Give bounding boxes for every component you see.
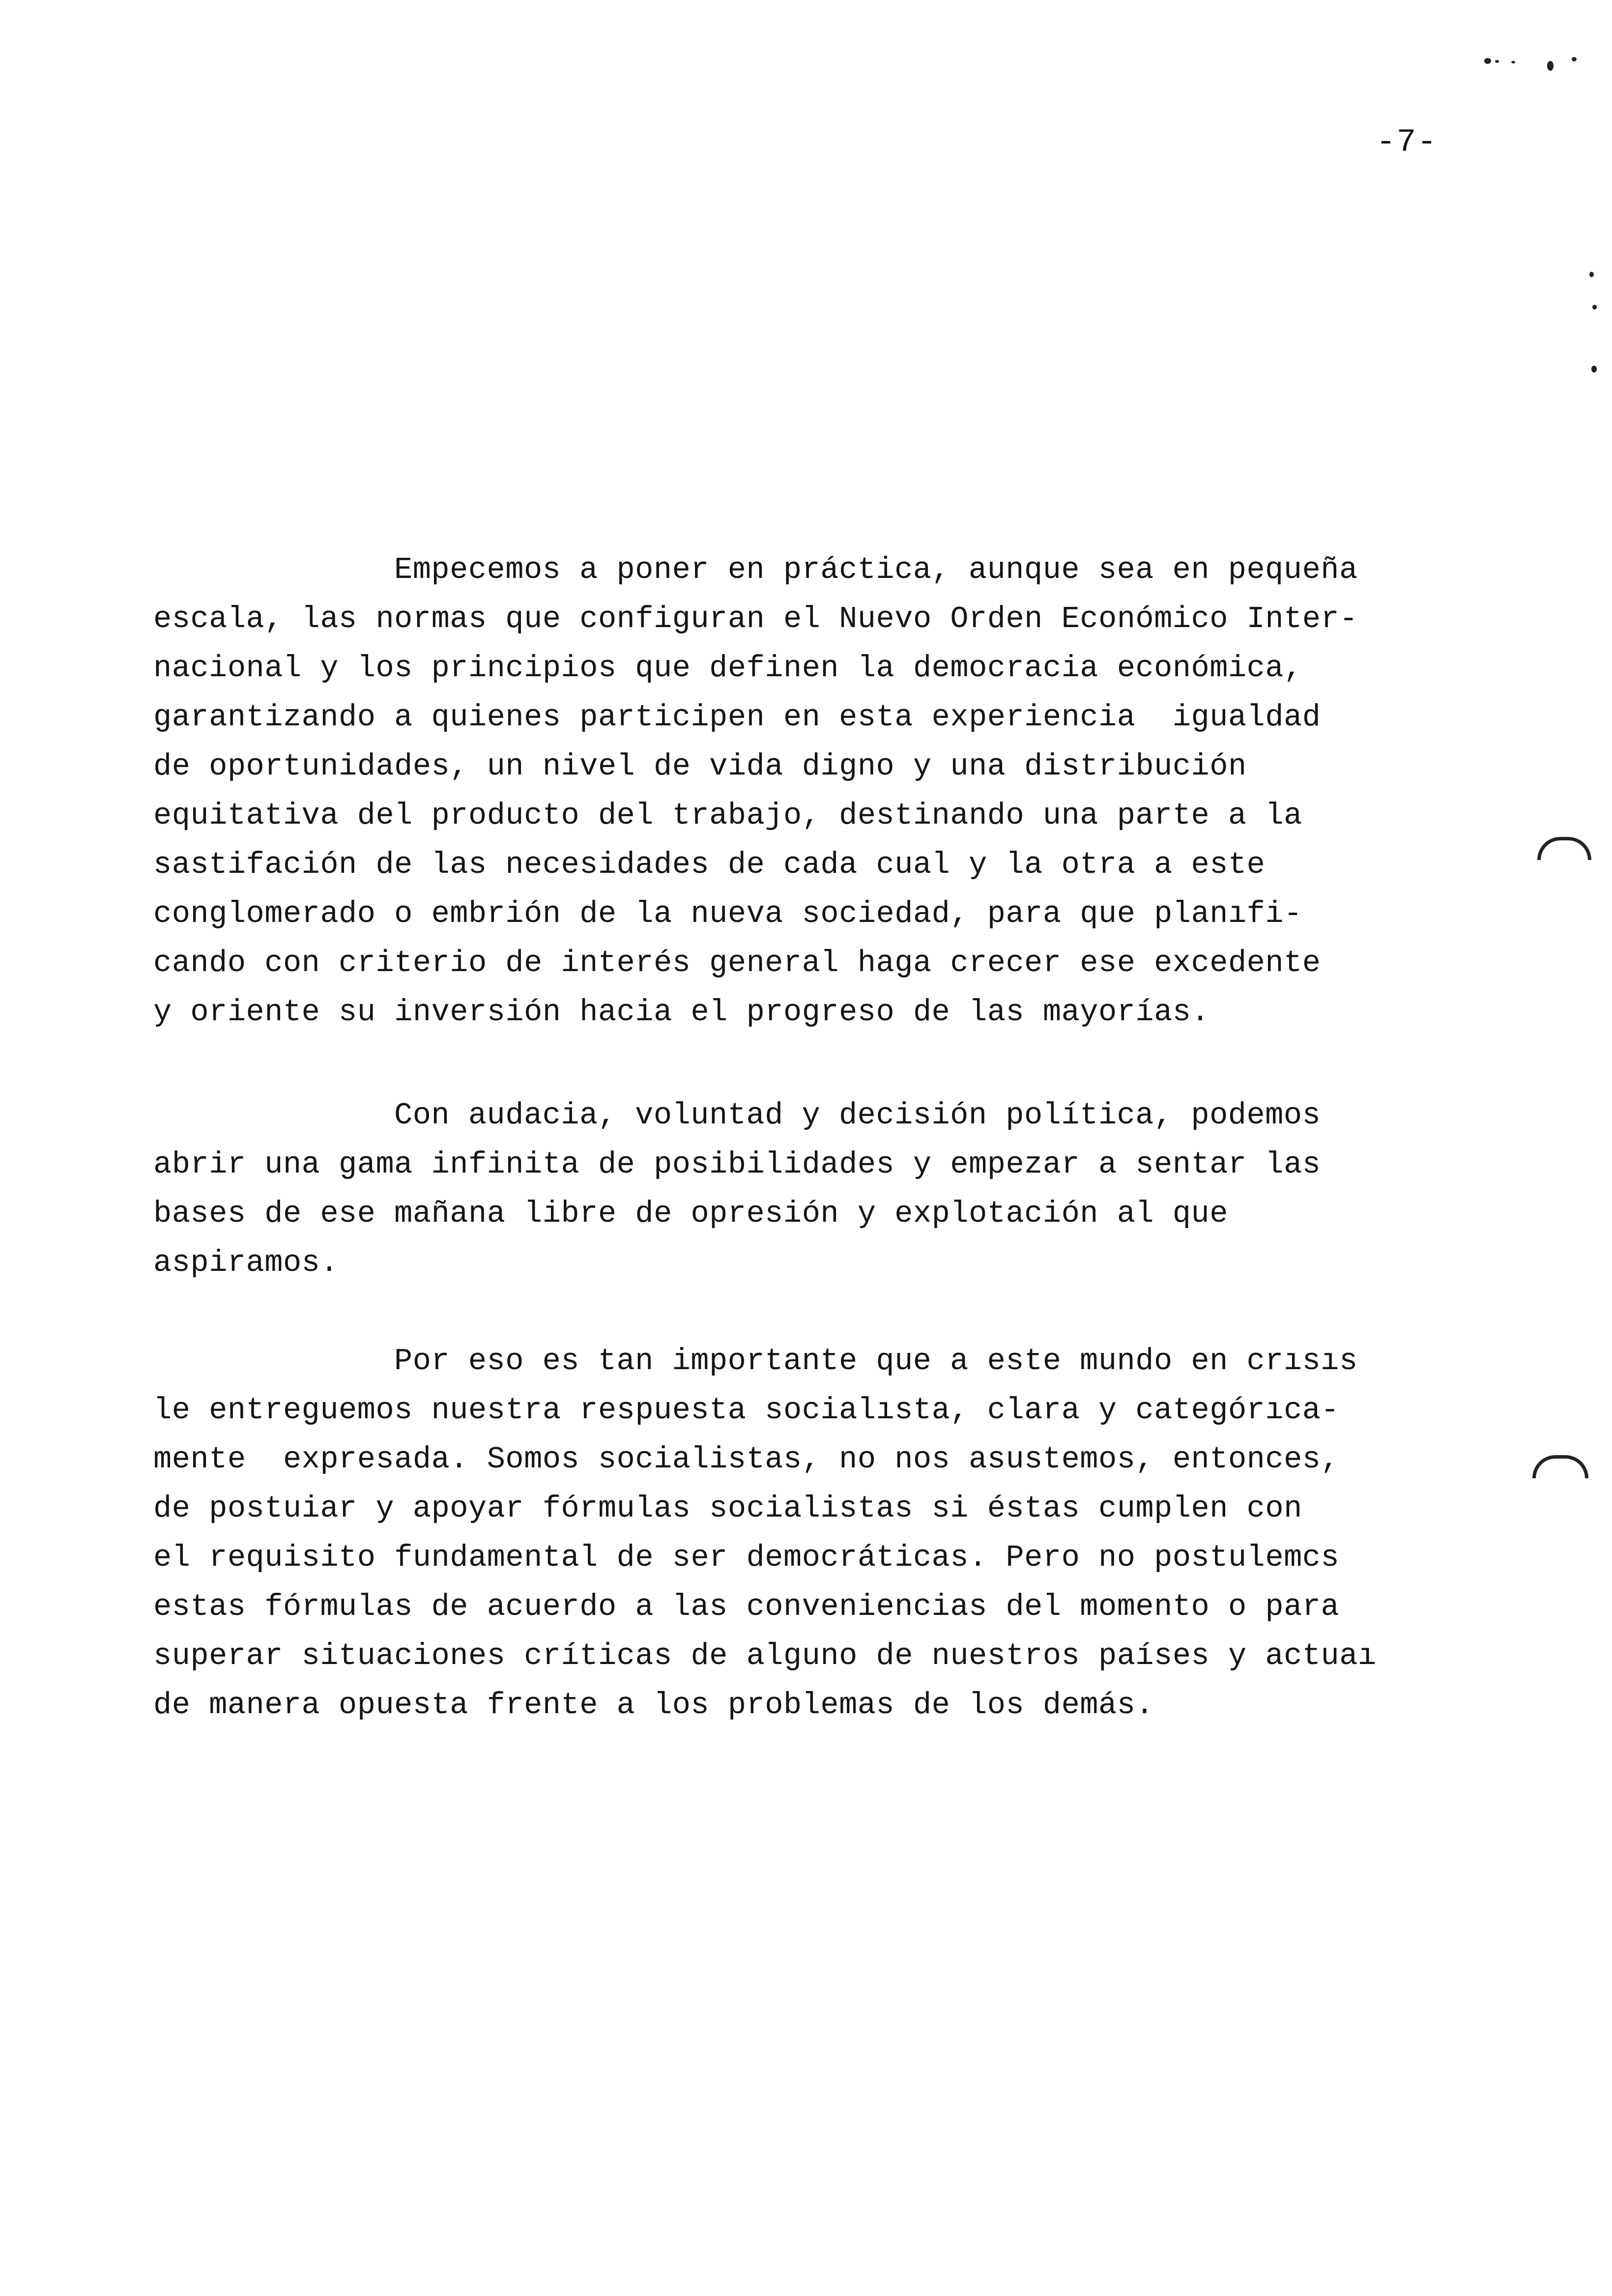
paragraph-1: [153, 545, 1500, 1037]
text-line: cando con criterio de interés general haga crecer ese excedente: [153, 946, 1321, 980]
scan-speck: [1547, 61, 1554, 71]
scan-speck: [1592, 305, 1597, 310]
text-line: estas fórmulas de acuerdo a las conveniencias del momento o para: [153, 1589, 1340, 1624]
text-line: sastifación de las necesidades de cada cual y la otra a este: [153, 847, 1266, 882]
text-line: Por eso es tan importante que a este mundo en crısıs: [394, 1344, 1358, 1378]
scan-speck: [1591, 366, 1597, 373]
text-line: mente expresada. Somos socialistas, no nos asustemos, entonces,: [153, 1442, 1340, 1477]
scan-speck: [1511, 61, 1515, 63]
text-line: conglomerado o embrión de la nueva sociedad, para que planıfi-: [153, 896, 1302, 931]
scan-speck: [1495, 60, 1499, 63]
text-line: Empecemos a poner en práctica, aunque sea en pequeña: [394, 552, 1358, 587]
text-line: abrir una gama infinita de posibilidades y empezar a sentar las: [153, 1147, 1321, 1182]
text-line: de oportunidades, un nivel de vida digno y una distribución: [153, 749, 1247, 784]
text-line: bases de ese mañana libre de opresión y explotación al que: [153, 1196, 1228, 1231]
text-line: el requisito fundamental de ser democráticas. Pero no postulemcs: [153, 1540, 1340, 1575]
text-line: nacional y los principios que definen la democracia económica,: [153, 651, 1302, 686]
scan-speck: [1572, 57, 1577, 61]
text-line: escala, las normas que configuran el Nuevo Orden Económico Inter-: [153, 602, 1358, 636]
punch-hole-mark: [1532, 1455, 1588, 1478]
text-line: de postuiar y apoyar fórmulas socialistas si éstas cumplen con: [153, 1491, 1302, 1526]
text-line: aspiramos.: [153, 1245, 339, 1280]
punch-hole-mark: [1537, 837, 1591, 860]
scan-speck: [1589, 272, 1594, 277]
text-line: equitativa del producto del trabajo, destinando una parte a la: [153, 798, 1302, 833]
page-number: -7-: [1376, 124, 1438, 161]
text-line: y oriente su inversión hacia el progreso de las mayorías.: [153, 995, 1210, 1030]
text-line: de manera opuesta frente a los problemas de los demás.: [153, 1688, 1154, 1722]
text-line: le entreguemos nuestra respuesta socialısta, clara y categórıca-: [153, 1393, 1340, 1428]
paragraph-3: [153, 1337, 1500, 1730]
text-line: superar situaciones críticas de alguno de nuestros países y actuaı: [153, 1638, 1377, 1673]
paragraph-2: [153, 1091, 1500, 1288]
text-line: garantizando a quienes participen en esta experiencia igualdad: [153, 700, 1321, 735]
text-line: Con audacia, voluntad y decisión política, podemos: [394, 1098, 1321, 1133]
scan-speck: [1484, 58, 1491, 64]
